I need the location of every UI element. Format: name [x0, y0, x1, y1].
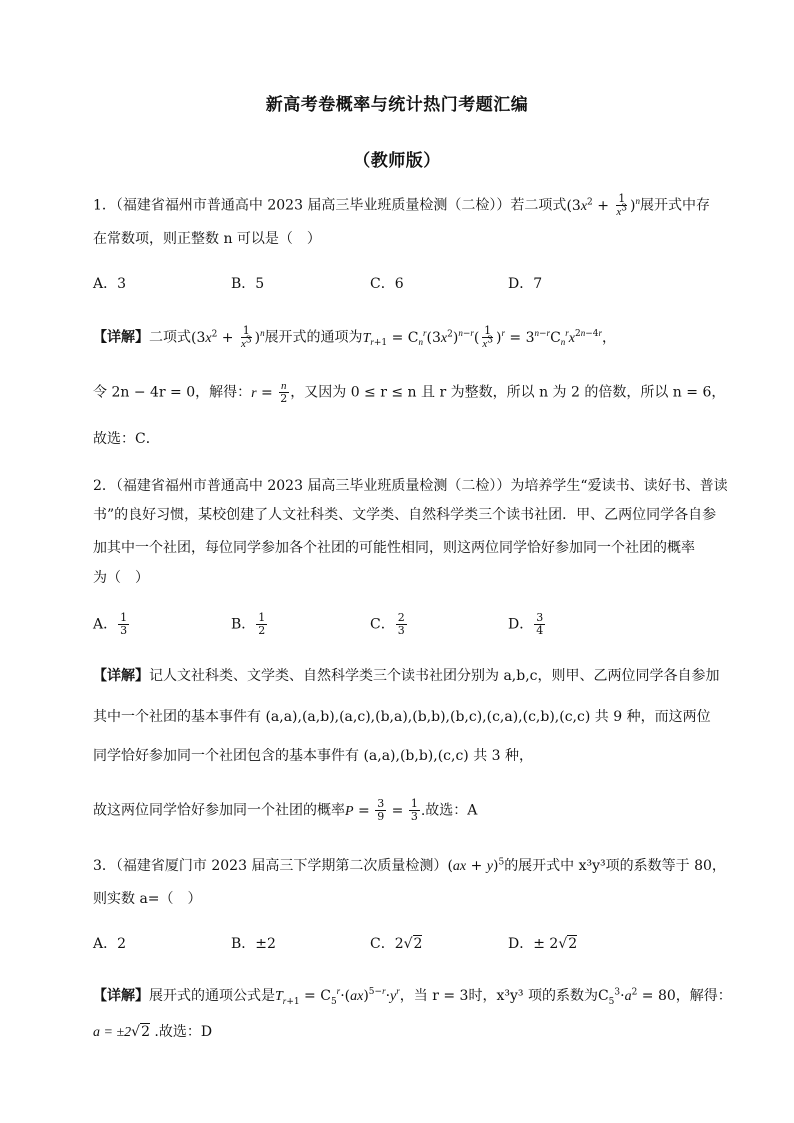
q1-detail-solve: 令 2n − 4r = 0，解得： [93, 384, 252, 401]
q1-answer: 故选：C． [93, 431, 160, 447]
q3-answer: 故选：D [158, 1024, 213, 1040]
q2-option-d-num: 3 [536, 611, 544, 624]
q3-stem-suffix: 的展开式中 x³y³项的系数等于 80， [504, 858, 726, 874]
q1-detail-line1 [93, 325, 616, 350]
q2-option-c [370, 612, 408, 637]
q3-detail-text-1: 展开式的通项公式是 [149, 988, 275, 1004]
q1-detail-conclusion: ，又因为 0 ≤ r ≤ n 且 r 为整数，所以 n 为 2 的倍数，所以 n = 6， [290, 384, 726, 401]
q2-option-d-den: 4 [536, 624, 544, 637]
q3-binomial-formula: (ax + y)$^5$ [447, 857, 505, 874]
q3-option-b: B．±2 [231, 936, 276, 952]
q1-option-d: D．7 [508, 276, 543, 292]
q3-stem-line1 [93, 857, 726, 876]
document-subtitle: （教师版） [353, 151, 441, 171]
q3-option-c [370, 935, 422, 953]
q2-stem-line3: 加其中一个社团，每位同学参加各个社团的可能性相同，则这两位同学恰好参加同一个社团的概率 [93, 540, 695, 556]
q2-detail-text-4: 故这两位同学恰好参加同一个社团的概率 [93, 802, 345, 819]
q2-option-a-num: 1 [120, 611, 128, 624]
q1-binomial-formula: ($3x^2$ + $\frac{1}{x^3}$ )$^n$ [566, 192, 640, 218]
q3-option-d-label: D．± [508, 936, 550, 952]
q3-option-a: A．2 [93, 936, 127, 952]
q2-option-a [93, 612, 130, 637]
q2-detail-text-1: 记人文社科类、文学类、自然科学类三个读书社团分别为 a,b,c，则甲、乙两位同学各自参加 [149, 668, 720, 684]
q3-detail-line1 [93, 987, 732, 1006]
q2-option-a-den: 3 [120, 624, 128, 637]
q3-coefficient-formula: $C_5^3\cdot a^2 = 80$ [597, 987, 676, 1007]
q2-option-c-label: C． [370, 616, 395, 633]
q3-option-d [508, 935, 577, 953]
q2-option-a-label: A． [93, 616, 118, 633]
q1-option-b: B．5 [231, 276, 265, 292]
q1-stem-line2: 在常数项，则正整数 n 可以是（ ） [93, 231, 321, 247]
q2-detail-line1 [93, 667, 720, 685]
q2-detail-line3: 同学恰好参加同一个社团包含的基本事件有 (a,a),(b,b),(c,c) 共 3 种， [93, 748, 534, 764]
document-title: 新高考卷概率与统计热门考题汇编 [265, 95, 529, 115]
q2-option-c-den: 3 [397, 624, 405, 637]
q3-option-c-label: C． [370, 936, 395, 952]
q3-detail-label: 【详解】 [93, 988, 149, 1004]
q3-detail-line2 [93, 1023, 212, 1042]
q1-detail-text-b: 展开式的通项为 [264, 329, 363, 346]
q1-general-term: $T_{r+1} = C_n^r(3x^2)^{n-r}$( $\frac{1}{x^3}$ )$^r = 3^{n-r}C_n^rx^{2n-4r}$， [362, 324, 617, 350]
q2-stem-line4: 为（ ） [93, 570, 149, 586]
q2-detail-label: 【详解】 [93, 668, 149, 684]
q2-detail-line4 [93, 798, 477, 823]
q3-option-c-value: 2√2 [394, 936, 423, 952]
q3-general-term: $T_{r+1} = C_5^r\cdot(ax)^{5-r}\cdot y^r$ [275, 986, 400, 1007]
q1-detail-line2 [93, 380, 725, 405]
q1-option-a: A．3 [93, 276, 127, 292]
q1-stem-line1 [93, 193, 710, 218]
q2-detail-line2: 其中一个社团的基本事件有 (a,a),(a,b),(a,c),(b,a),(b,b),(b,c),(c,a),(c,b),(c,c) 共 9 种，而这两位 [93, 709, 711, 725]
q2-option-b-num: 1 [258, 611, 266, 624]
q1-stem-suffix: 展开式中存 [640, 197, 710, 214]
q2-stem-line1: 2．（福建省福州市普通高中 2023 届高三毕业班质量检测（二检））为培养学生“爱读书、读好书、普读 [93, 478, 728, 494]
q1-detail-text-a: 二项式 [149, 329, 191, 346]
q2-option-b-den: 2 [258, 624, 266, 637]
q1-stem-prefix: 1．（福建省福州市普通高中 2023 届高三毕业班质量检测（二检））若二项式 [93, 197, 567, 214]
q2-option-d [508, 612, 546, 637]
q2-probability-formula: P = $\frac{3}{9}$ = $\frac{1}{3}$ . [345, 797, 426, 823]
q1-option-c: C．6 [370, 276, 404, 292]
q2-option-d-label: D． [508, 616, 534, 633]
q1-r-formula: r = $\frac{n}{2}$ [251, 380, 288, 405]
q2-option-b [231, 612, 268, 637]
q2-answer: 故选：A [425, 802, 478, 819]
q3-detail-text-2: ，当 r = 3时，x³y³ 项的系数为 [399, 988, 598, 1004]
q3-solution: a = ±2 [93, 1025, 132, 1040]
q1-detail-label: 【详解】 [93, 329, 149, 346]
q2-option-b-label: B． [231, 616, 256, 633]
q3-detail-text-3: ，解得： [675, 988, 732, 1004]
q1-detail-formula-a: ($3x^2$ + $\frac{1}{x^3}$ )$^n$ [191, 324, 265, 350]
q2-option-c-num: 2 [397, 611, 405, 624]
q3-option-d-value: 2√2 [549, 936, 578, 952]
q3-solution-root: √2 . [131, 1024, 159, 1040]
q3-stem-line2: 则实数 a=（ ） [93, 891, 202, 907]
q2-stem-line2: 书”的良好习惯，某校创建了人文社科类、文学类、自然科学类三个读书社团．甲、乙两位同学各自参 [93, 507, 717, 523]
q3-stem-prefix: 3．（福建省厦门市 2023 届高三下学期第二次质量检测） [93, 858, 448, 874]
